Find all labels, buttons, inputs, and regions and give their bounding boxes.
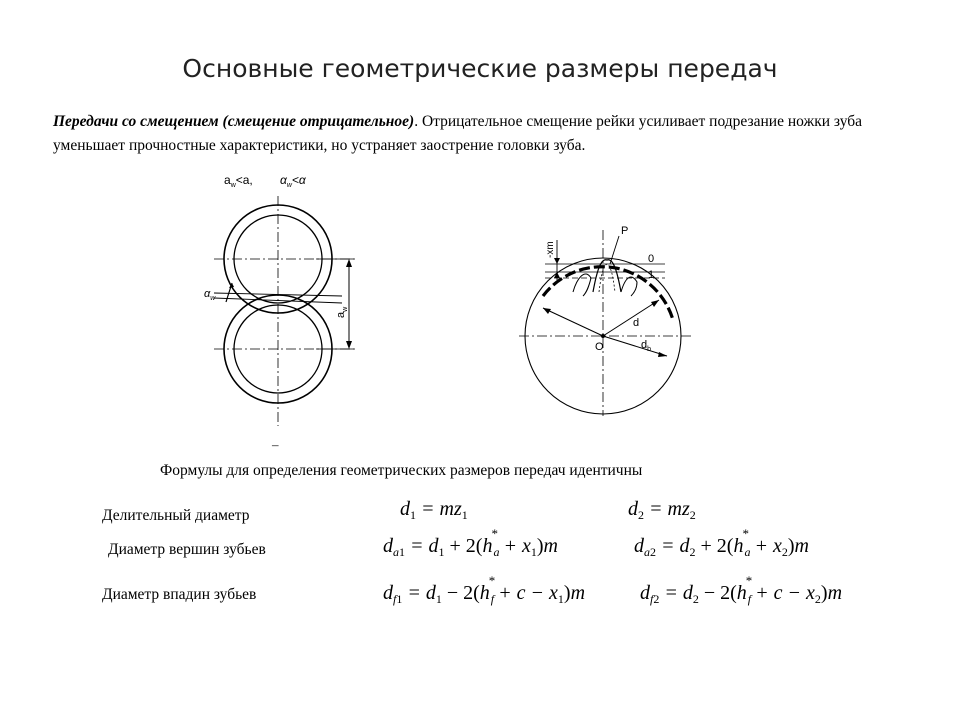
base-radius-arrow: [658, 352, 667, 357]
stray-mark: –: [272, 437, 279, 452]
row-label-tip-diameter: Диаметр вершин зубьев: [108, 541, 266, 558]
tooth-profile-left: [573, 274, 591, 296]
intro-lead: Передачи со смещением (смещение отрицательное): [53, 113, 415, 130]
gear-rack-diagram: [515, 220, 695, 420]
line-label-0: 0: [648, 253, 655, 265]
row-label-pitch-diameter: Делительный диаметр: [102, 507, 250, 524]
formulas-heading: Формулы для определения геометрических размеров передач идентичны: [160, 462, 643, 479]
dim-arrow-bottom: [346, 341, 352, 349]
tooth-profile-center: [593, 260, 621, 292]
gear-pair-diagram: [196, 168, 366, 438]
center-point: [601, 334, 605, 338]
pitch-diameter-label: d: [633, 317, 640, 329]
formula-df1: $d_{f1} = d_1 - 2(h$ * $_f + c - x_1)m$: [383, 573, 586, 606]
center-label: O: [595, 341, 604, 353]
pitch-radius-arrow: [651, 300, 659, 307]
row-label-root-diameter: Диаметр впадин зубьев: [102, 586, 257, 603]
base-radius-line: [603, 336, 667, 356]
cond1-label: $a_w<a$,: [224, 173, 253, 189]
center-distance-label: $a_w$: [335, 306, 349, 318]
formula-da1: $d_{a1} = d_1 + 2(h$ * $_a + x_1)m$: [383, 526, 558, 559]
slide-title: Основные геометрические размеры передач: [182, 54, 778, 83]
cond2-label: $\alpha_w<\alpha$: [280, 173, 306, 189]
formula-df2: $d_{f2} = d_2 - 2(h$ * $_f + c - x_2)m$: [640, 573, 843, 606]
formula-d1: $d_1 = mz_1$: [400, 498, 468, 522]
line-label-1: 1: [648, 269, 655, 281]
offset-label: -xm: [545, 241, 556, 258]
tangent-line-bottom: [214, 298, 342, 303]
radius-arrow-left: [543, 308, 551, 314]
pitch-radius-line: [603, 300, 659, 336]
dim-arrow-top: [346, 259, 352, 267]
angle-label: $\alpha_w$: [204, 288, 216, 302]
pitch-point-label: P: [621, 225, 629, 237]
base-diameter-label: $d_b$: [641, 339, 652, 353]
intro-paragraph: [53, 110, 913, 158]
formula-d2: $d_2 = mz_2$: [628, 498, 696, 522]
formula-da2: $d_{a2} = d_2 + 2(h$ * $_a + x_2)m$: [634, 526, 809, 559]
radius-line-left: [543, 308, 603, 336]
tooth-profile-right: [621, 277, 637, 296]
intro-text: . Отрицательное смещение рейки усиливает подрезание ножки зуба уменьшает прочностные характеристики, но устраняет заострение головки зуба.: [53, 113, 863, 154]
